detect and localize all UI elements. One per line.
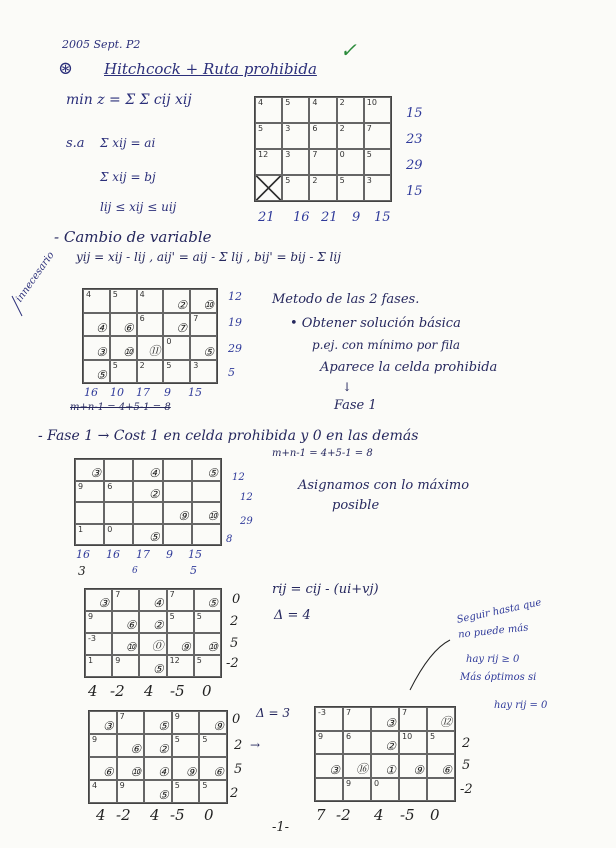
table-cell: ③ — [371, 707, 399, 731]
v-value-1: 4 — [88, 682, 98, 700]
table-cell: 7 — [117, 711, 145, 734]
table-cell: 5 — [172, 780, 200, 803]
table-cell: ⑤ — [133, 524, 162, 546]
table-cell: ⑤ — [192, 459, 221, 481]
u-value-2: 2 — [230, 614, 239, 629]
table-cell: 10 — [399, 731, 427, 755]
table-cell: 5 — [110, 289, 137, 313]
down-arrow-icon: ↓ — [342, 380, 353, 394]
row-total-3: 29 — [240, 516, 253, 527]
table-cell: ② — [139, 611, 166, 633]
method-note-2: • Obtener solución básica — [290, 316, 461, 331]
table-cell: -3 — [315, 707, 343, 731]
table-cell: ⑩ — [194, 633, 221, 655]
table-cell: 9 — [343, 778, 371, 802]
row-total-4: 5 — [228, 366, 235, 379]
constraint-bounds: lij ≤ xij ≤ uij — [100, 200, 177, 214]
table-cell: 7 — [309, 149, 336, 175]
table-cell: ③ — [315, 754, 343, 778]
v-value-2: -2 — [116, 806, 131, 824]
table-cell: 6 — [137, 313, 164, 337]
u-value-3: -2 — [460, 782, 473, 797]
check-mark-icon: ✓ — [340, 38, 357, 62]
bottom-mark-1: 3 — [78, 564, 86, 578]
side-note-5: hay rij = 0 — [494, 700, 548, 711]
table-cell: ⑩ — [117, 757, 145, 780]
mn-line: m+n-1 = 4+5-1 = 8 — [70, 402, 171, 413]
table-cell: ④ — [83, 313, 110, 337]
table-cell: 5 — [199, 734, 227, 757]
v-value-3: 4 — [144, 682, 154, 700]
table-cell: ⑤ — [144, 711, 172, 734]
phase1-heading: - Fase 1 → Cost 1 en celda prohibida y 0 en las demás — [38, 428, 419, 444]
table-cell: 6 — [309, 123, 336, 149]
v-value-5: 0 — [204, 806, 214, 824]
phase1-note-2: posible — [332, 498, 380, 513]
method-note-5: Fase 1 — [334, 398, 377, 413]
table-cell: ④ — [144, 757, 172, 780]
table-cell: 4 — [255, 97, 282, 123]
table-cell: 5 — [427, 731, 455, 755]
table-cell: ⑨ — [199, 711, 227, 734]
supply-2: 23 — [406, 132, 423, 147]
table-cell: ⑩ — [112, 633, 139, 655]
u-value-4: 2 — [230, 786, 239, 801]
row-total-3: 29 — [228, 342, 242, 355]
table-cell: ⑥ — [427, 754, 455, 778]
problem-title: Hitchcock + Ruta prohibida — [104, 60, 317, 78]
table-cell: 2 — [309, 175, 336, 201]
row-total-1: 12 — [228, 290, 242, 303]
v-value-2: -2 — [336, 806, 351, 824]
table-cell: 9 — [89, 734, 117, 757]
table-cell: 9 — [315, 731, 343, 755]
table-cell: 7 — [364, 123, 391, 149]
variable-change-formula: yij = xij - lij , aij' = aij - Σ lij , bij' = bij - Σ lij — [76, 250, 341, 264]
table-cell: 5 — [255, 123, 282, 149]
col-total-3: 17 — [136, 548, 150, 561]
table-cell: 7 — [343, 707, 371, 731]
u-value-1: 0 — [232, 592, 241, 607]
row-total-2: 12 — [240, 492, 253, 503]
table-cell: 7 — [190, 313, 217, 337]
table-cell: ④ — [133, 459, 162, 481]
table-cell: ⑦ — [163, 313, 190, 337]
table-cell: 5 — [172, 734, 200, 757]
table-cell: 5 — [110, 360, 137, 384]
table-cell: 0 — [337, 149, 364, 175]
supply-1: 15 — [406, 106, 423, 121]
supply-3: 29 — [406, 158, 423, 173]
table-cell: 3 — [282, 149, 309, 175]
col-total-4: 9 — [164, 386, 171, 399]
table-cell: ⑨ — [172, 757, 200, 780]
table-cell: 9 — [85, 611, 112, 633]
v-value-3: 4 — [374, 806, 384, 824]
col-total-1: 16 — [84, 386, 98, 399]
table-cell: 5 — [199, 780, 227, 803]
u-value-3: 5 — [234, 762, 243, 777]
table-cell: 2 — [137, 360, 164, 384]
table-cell: ⑤ — [144, 780, 172, 803]
side-note-1: Seguir hasta que — [455, 597, 543, 626]
table-cell: ⑫ — [427, 707, 455, 731]
table-cell: 12 — [167, 655, 194, 677]
table-cell: 5 — [282, 175, 309, 201]
table-cell: 9 — [172, 711, 200, 734]
bottom-mark-3: 5 — [190, 564, 197, 577]
table-cell: 0 — [371, 778, 399, 802]
table-cell: ⑤ — [83, 360, 110, 384]
table-cell: ⑩ — [190, 289, 217, 313]
col-total-3: 17 — [136, 386, 150, 399]
table-cell: ① — [371, 754, 399, 778]
table-cell: ⑤ — [139, 655, 166, 677]
table-cell: 5 — [364, 149, 391, 175]
table-cell: ⓪ — [139, 633, 166, 655]
table-cell: ⑩ — [110, 336, 137, 360]
u-value-1: 0 — [232, 712, 241, 727]
row-total-2: 19 — [228, 316, 242, 329]
table-cell: 5 — [163, 360, 190, 384]
v-value-5: 0 — [430, 806, 440, 824]
col-total-5: 15 — [188, 386, 202, 399]
table-cell: ⑩ — [192, 502, 221, 524]
table-cell: ⑤ — [194, 589, 221, 611]
table-cell: ⑥ — [110, 313, 137, 337]
table-cell: 4 — [309, 97, 336, 123]
table-cell: 5 — [167, 611, 194, 633]
table-cell: ② — [144, 734, 172, 757]
side-note-2: no puede más — [457, 622, 529, 641]
v-value-4: -5 — [170, 682, 185, 700]
method-note-4: Aparece la celda prohibida — [320, 360, 498, 375]
demand-5: 15 — [374, 210, 391, 225]
method-note-3: p.ej. con mínimo por fila — [312, 338, 461, 352]
table-cell: ⑤ — [190, 336, 217, 360]
v-value-4: -5 — [170, 806, 185, 824]
table-cell: ⑥ — [89, 757, 117, 780]
side-note-3: hay rij ≥ 0 — [466, 654, 520, 665]
demand-4: 9 — [352, 210, 361, 225]
table-cell: ④ — [139, 589, 166, 611]
v-value-1: 4 — [96, 806, 106, 824]
date-label: 2005 Sept. P2 — [62, 38, 141, 51]
v-value-3: 4 — [150, 806, 160, 824]
u-value-4: -2 — [226, 656, 239, 671]
demand-1: 21 — [258, 210, 275, 225]
constraint-supply: Σ xij = ai — [100, 136, 156, 150]
u-value-3: 5 — [230, 636, 239, 651]
table-cell: 7 — [399, 707, 427, 731]
table-cell: 12 — [255, 149, 282, 175]
reduced-cost-formula: rij = cij - (ui+vj) — [272, 582, 379, 597]
table-cell: ⑯ — [343, 754, 371, 778]
table-cell: 9 — [112, 655, 139, 677]
row-total-1: 12 — [232, 472, 245, 483]
st-label: s.a — [66, 136, 85, 151]
v-value-2: -2 — [110, 682, 125, 700]
table-cell: ⑥ — [112, 611, 139, 633]
table-cell: 7 — [112, 589, 139, 611]
margin-note: innecesario — [14, 249, 57, 305]
table-cell: 5 — [194, 611, 221, 633]
table-cell: ② — [371, 731, 399, 755]
table-cell: 3 — [190, 360, 217, 384]
table-cell: -3 — [85, 633, 112, 655]
col-total-1: 16 — [76, 548, 90, 561]
table-cell: 1 — [75, 524, 104, 546]
table-cell: 0 — [163, 336, 190, 360]
table-cell: 5 — [194, 655, 221, 677]
method-note-1: Metodo de las 2 fases. — [272, 292, 420, 307]
u-value-2: 5 — [462, 758, 471, 773]
u-value-2: 2 — [234, 738, 243, 753]
table-cell: ⑨ — [163, 502, 192, 524]
table-cell: 7 — [167, 589, 194, 611]
table-cell: 9 — [117, 780, 145, 803]
objective-function: min z = Σ Σ cij xij — [66, 92, 192, 108]
table-cell: ③ — [75, 459, 104, 481]
delta-1: Δ = 4 — [274, 608, 311, 623]
demand-2: 16 — [293, 210, 310, 225]
phase1-note-1: Asignamos con lo máximo — [298, 478, 470, 493]
table-cell: 6 — [343, 731, 371, 755]
table-cell: 10 — [364, 97, 391, 123]
table-cell: ⑨ — [399, 754, 427, 778]
table-cell: ② — [133, 481, 162, 503]
variable-change-heading: - Cambio de variable — [54, 228, 212, 246]
table-cell: 3 — [364, 175, 391, 201]
constraint-demand: Σ xij = bj — [100, 170, 156, 184]
col-total-2: 16 — [106, 548, 120, 561]
row-total-4: 8 — [226, 534, 233, 545]
u-value-1: 2 — [462, 736, 471, 751]
v-value-4: -5 — [400, 806, 415, 824]
table-cell: 9 — [75, 481, 104, 503]
table-cell: 4 — [89, 780, 117, 803]
side-note-4: Más óptimos si — [460, 672, 537, 683]
table-cell: 5 — [337, 175, 364, 201]
supply-4: 15 — [406, 184, 423, 199]
table-cell: 4 — [137, 289, 164, 313]
v-value-1: 7 — [316, 806, 326, 824]
table-cell: ③ — [85, 589, 112, 611]
asterisk-icon: ⊛ — [58, 58, 74, 79]
table-cell: 3 — [282, 123, 309, 149]
table-cell: ② — [163, 289, 190, 313]
table-cell: 4 — [83, 289, 110, 313]
page-number: -1- — [272, 820, 290, 835]
table-cell: ③ — [89, 711, 117, 734]
col-total-2: 10 — [110, 386, 124, 399]
v-value-5: 0 — [202, 682, 212, 700]
table-cell: ⑪ — [137, 336, 164, 360]
delta-2: Δ = 3 — [256, 706, 290, 720]
table-cell: ③ — [83, 336, 110, 360]
bottom-mark-2: 6 — [132, 566, 138, 576]
phase1-mn: m+n-1 = 4+5-1 = 8 — [272, 448, 373, 459]
table-cell: 6 — [104, 481, 133, 503]
table-cell: 2 — [337, 97, 364, 123]
col-total-4: 9 — [166, 548, 173, 561]
table-cell: 1 — [85, 655, 112, 677]
table-cell: ⑥ — [199, 757, 227, 780]
table-cell: ⑨ — [167, 633, 194, 655]
table-cell: 0 — [104, 524, 133, 546]
table-cell: ⑥ — [117, 734, 145, 757]
table-cell: 2 — [337, 123, 364, 149]
table-cell: 5 — [282, 97, 309, 123]
arrow-right-icon: → — [250, 738, 261, 752]
demand-3: 21 — [321, 210, 338, 225]
col-total-5: 15 — [188, 548, 202, 561]
